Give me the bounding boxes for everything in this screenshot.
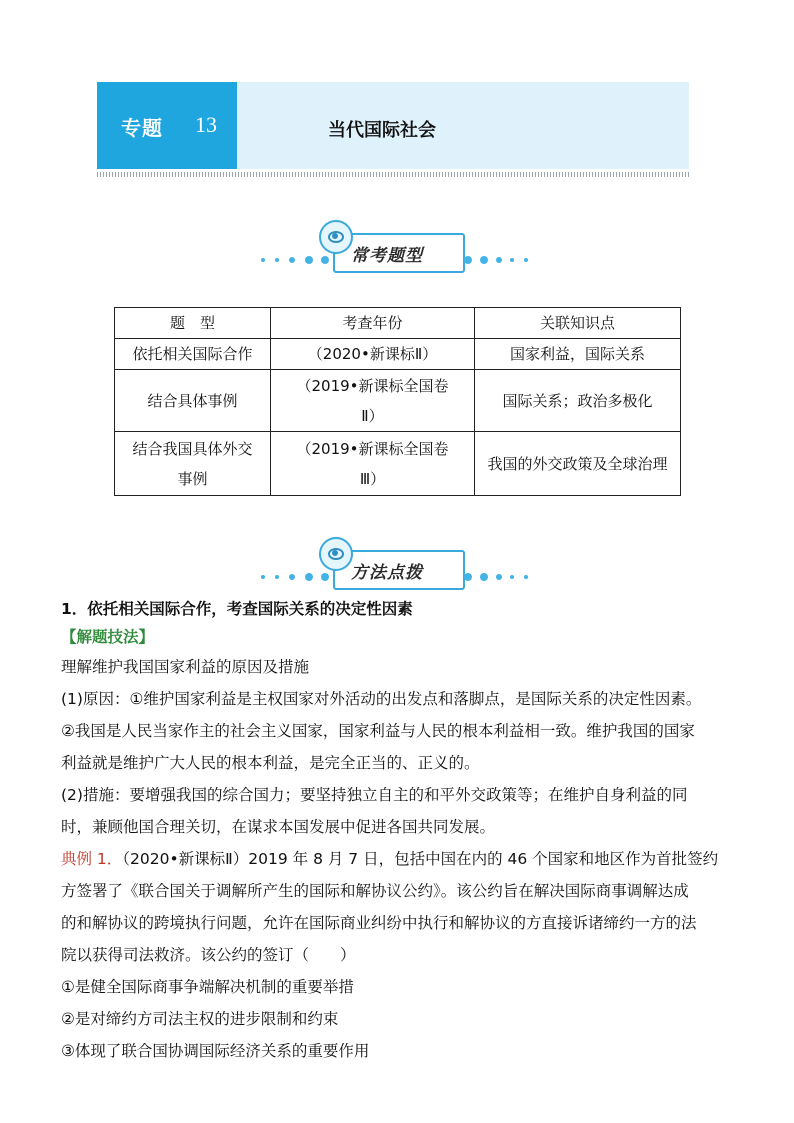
section-title: 方法点拨 bbox=[351, 563, 423, 583]
section-header-common-types bbox=[259, 220, 534, 280]
eye-icon bbox=[319, 220, 353, 254]
table-row bbox=[115, 339, 681, 370]
point-title: 1．依托相关国际合作，考查国际关系的决定性因素 bbox=[61, 600, 413, 618]
body-line: (2)措施：要增强我国的综合国力；要坚持独立自主的和平外交政策等；在维护自身利益的同 bbox=[61, 786, 688, 804]
table-header-cell: 题 型 bbox=[115, 308, 271, 339]
body-line: 理解维护我国国家利益的原因及措施 bbox=[61, 658, 310, 676]
decorative-dots bbox=[464, 256, 534, 266]
body-line: 时，兼顾他国合理关切，在谋求本国发展中促进各国共同发展。 bbox=[61, 818, 496, 836]
decorative-dots bbox=[259, 573, 331, 583]
eye-icon bbox=[319, 537, 353, 571]
example-label: 典例 1． bbox=[61, 850, 123, 868]
table-cell: 国际关系；政治多极化 bbox=[475, 370, 681, 432]
topic-banner bbox=[97, 82, 689, 169]
topic-number: 13 bbox=[195, 112, 217, 137]
table-header-row bbox=[115, 308, 681, 339]
option-item: ②是对缔约方司法主权的进步限制和约束 bbox=[61, 1010, 339, 1028]
topic-badge bbox=[97, 82, 237, 169]
body-line: (1)原因：①维护国家利益是主权国家对外活动的出发点和落脚点，是国际关系的决定性因素。 bbox=[61, 690, 702, 708]
table-cell: 国家利益，国际关系 bbox=[475, 339, 681, 370]
section-header-method-tips bbox=[259, 537, 534, 597]
example-line: 院以获得司法救济。该公约的签订（ ） bbox=[61, 946, 356, 964]
table-cell: （2020•新课标Ⅱ） bbox=[271, 339, 475, 370]
table-cell: 结合具体事例 bbox=[115, 370, 271, 432]
table-row bbox=[115, 432, 681, 496]
table-header-cell: 考查年份 bbox=[271, 308, 475, 339]
option-item: ③体现了联合国协调国际经济关系的重要作用 bbox=[61, 1042, 370, 1060]
example-line bbox=[61, 849, 718, 869]
table-cell: 我国的外交政策及全球治理 bbox=[475, 432, 681, 496]
table-row bbox=[115, 370, 681, 432]
table-cell: 结合我国具体外交 事例 bbox=[115, 432, 271, 496]
table-cell: （2019•新课标全国卷 Ⅱ） bbox=[271, 370, 475, 432]
divider bbox=[97, 172, 690, 177]
decorative-dots bbox=[464, 573, 534, 583]
table-header-cell: 关联知识点 bbox=[475, 308, 681, 339]
example-text: （2020•新课标Ⅱ）2019 年 8 月 7 日，包括中国在内的 46 个国家和地区作为首批签约 bbox=[122, 850, 719, 868]
body-line: ②我国是人民当家作主的社会主义国家，国家利益与人民的根本利益相一致。维护我国的国家 bbox=[61, 722, 695, 740]
tip-label: 【解题技法】 bbox=[61, 628, 155, 646]
table-cell: 依托相关国际合作 bbox=[115, 339, 271, 370]
section-title: 常考题型 bbox=[351, 246, 423, 266]
example-line: 的和解协议的跨境执行问题，允许在国际商业纠纷中执行和解协议的方直接诉诸缔约一方的法 bbox=[61, 914, 697, 932]
topic-label: 专题 bbox=[121, 116, 163, 140]
decorative-dots bbox=[259, 256, 331, 266]
body-line: 利益就是维护广大人民的根本利益，是完全正当的、正义的。 bbox=[61, 754, 480, 772]
example-line: 方签署了《联合国关于调解所产生的国际和解协议公约》。该公约旨在解决国际商事调解达成 bbox=[61, 882, 689, 900]
page-title: 当代国际社会 bbox=[328, 120, 436, 141]
table-cell: （2019•新课标全国卷 Ⅲ） bbox=[271, 432, 475, 496]
option-item: ①是健全国际商事争端解决机制的重要举措 bbox=[61, 978, 354, 996]
question-type-table bbox=[114, 307, 681, 496]
